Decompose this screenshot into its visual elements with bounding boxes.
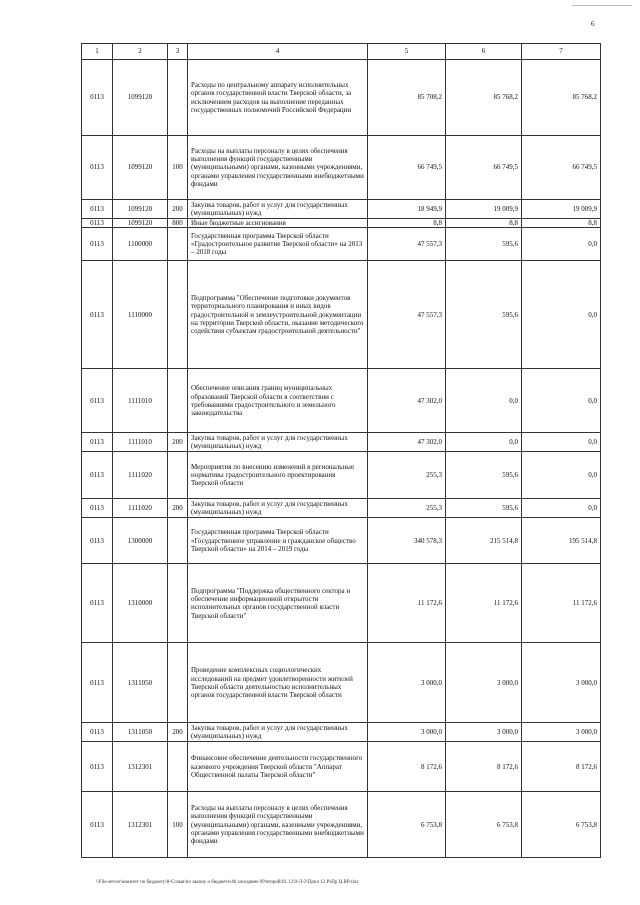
target-code: 1111010 bbox=[113, 433, 168, 452]
expense-type-code bbox=[168, 452, 188, 499]
col-header-2: 2 bbox=[113, 44, 168, 60]
target-code: 1300000 bbox=[113, 518, 168, 564]
table-row bbox=[82, 60, 601, 136]
item-name: Расходы на выплаты персоналу в целях обеспечения выполнения функций государственными (муниципальными) органами, казенными учреждениями, органами управления государственными внебюджетными фондами bbox=[188, 792, 368, 858]
item-name: Расходы на выплаты персоналу в целях обеспечения выполнения функций государственными (муниципальными) органами, казенными учреждениями, органами управления государственными внебюджетными фондами bbox=[188, 136, 368, 200]
target-code: 1310000 bbox=[113, 564, 168, 643]
amount-year-2: 85 768,2 bbox=[446, 60, 522, 136]
section-code: 0113 bbox=[82, 219, 113, 228]
target-code: 1099120 bbox=[113, 219, 168, 228]
section-code: 0113 bbox=[82, 60, 113, 136]
amount-year-1: 8 172,6 bbox=[368, 742, 446, 792]
amount-year-2: 6 753,8 bbox=[446, 792, 522, 858]
expense-type-code: 100 bbox=[168, 136, 188, 200]
amount-year-1: 255,3 bbox=[368, 452, 446, 499]
amount-year-3: 0,0 bbox=[522, 369, 601, 433]
amount-year-2: 595,6 bbox=[446, 228, 522, 261]
amount-year-1: 47 302,0 bbox=[368, 369, 446, 433]
table-row bbox=[82, 518, 601, 564]
table-row bbox=[82, 643, 601, 723]
expense-type-code: 800 bbox=[168, 219, 188, 228]
table-row bbox=[82, 792, 601, 858]
amount-year-1: 3 000,0 bbox=[368, 643, 446, 723]
target-code: 1100000 bbox=[113, 228, 168, 261]
amount-year-1: 340 578,3 bbox=[368, 518, 446, 564]
expense-type-code bbox=[168, 261, 188, 369]
amount-year-2: 11 172,6 bbox=[446, 564, 522, 643]
item-name: Закупка товаров, работ и услуг для государственных (муниципальных) нужд bbox=[188, 200, 368, 219]
table-row bbox=[82, 136, 601, 200]
expense-type-code bbox=[168, 742, 188, 792]
item-name: Государственная программа Тверской области «Государственное управление и гражданское общество Тверской области» на 2014 – 2019 годы bbox=[188, 518, 368, 564]
page-number: 6 bbox=[591, 20, 595, 28]
amount-year-3: 3 000,0 bbox=[522, 643, 601, 723]
item-name: Закупка товаров, работ и услуг для государственных (муниципальных) нужд bbox=[188, 723, 368, 742]
amount-year-3: 0,0 bbox=[522, 452, 601, 499]
expense-type-code bbox=[168, 518, 188, 564]
amount-year-1: 47 302,0 bbox=[368, 433, 446, 452]
amount-year-1: 47 557,3 bbox=[368, 228, 446, 261]
amount-year-2: 595,6 bbox=[446, 499, 522, 518]
section-code: 0113 bbox=[82, 200, 113, 219]
amount-year-2: 215 514,8 bbox=[446, 518, 522, 564]
item-name: Государственная программа Тверской области «Градостроительное развитие Тверской области» на 2013 – 2018 годы bbox=[188, 228, 368, 261]
section-code: 0113 bbox=[82, 564, 113, 643]
budget-table bbox=[81, 43, 601, 858]
target-code: 1311050 bbox=[113, 723, 168, 742]
col-header-5: 5 bbox=[368, 44, 446, 60]
section-code: 0113 bbox=[82, 499, 113, 518]
table-row bbox=[82, 452, 601, 499]
section-code: 0113 bbox=[82, 792, 113, 858]
table-row bbox=[82, 723, 601, 742]
section-code: 0113 bbox=[82, 369, 113, 433]
amount-year-3: 0,0 bbox=[522, 433, 601, 452]
section-code: 0113 bbox=[82, 518, 113, 564]
expense-type-code bbox=[168, 60, 188, 136]
amount-year-1: 85 708,2 bbox=[368, 60, 446, 136]
table-row bbox=[82, 228, 601, 261]
item-name: Подпрограмма "Обеспечение подготовки документов территориального планирования и иных видов градостроительной и землеустроительной документации на территории Тверской области, оказание методического содействия субъектам градостроительной деятельности" bbox=[188, 261, 368, 369]
section-code: 0113 bbox=[82, 433, 113, 452]
amount-year-2: 3 000,0 bbox=[446, 723, 522, 742]
amount-year-1: 255,3 bbox=[368, 499, 446, 518]
amount-year-1: 66 749,5 bbox=[368, 136, 446, 200]
amount-year-2: 3 000,0 bbox=[446, 643, 522, 723]
item-name: Расходы по центральному аппарату исполнительных органов государственной власти Тверской области, за исключением расходов на выполнение переданных государственных полномочий Российской Федерации bbox=[188, 60, 368, 136]
expense-type-code: 200 bbox=[168, 723, 188, 742]
file-path-footer: \\File-server\комитет по бюджету\8-Созыв\по закону о бюджете\46 заседание 09\второй\01.12\9-Л-3\Прил 12 РзПр Ц.ВР.xlsx bbox=[96, 880, 359, 885]
amount-year-2: 0,0 bbox=[446, 433, 522, 452]
expense-type-code: 200 bbox=[168, 200, 188, 219]
expense-type-code bbox=[168, 643, 188, 723]
section-code: 0113 bbox=[82, 261, 113, 369]
amount-year-3: 8 172,6 bbox=[522, 742, 601, 792]
item-name: Обеспечение описания границ муниципальных образований Тверской области в соответствии с требованиями градостроительного и земельного законодательства bbox=[188, 369, 368, 433]
amount-year-2: 595,6 bbox=[446, 452, 522, 499]
amount-year-2: 19 009,9 bbox=[446, 200, 522, 219]
amount-year-3: 0,0 bbox=[522, 261, 601, 369]
section-code: 0113 bbox=[82, 452, 113, 499]
table-row bbox=[82, 261, 601, 369]
section-code: 0113 bbox=[82, 742, 113, 792]
expense-type-code bbox=[168, 228, 188, 261]
amount-year-2: 595,6 bbox=[446, 261, 522, 369]
target-code: 1312301 bbox=[113, 742, 168, 792]
expense-type-code bbox=[168, 564, 188, 643]
amount-year-2: 8 172,6 bbox=[446, 742, 522, 792]
amount-year-1: 47 557,3 bbox=[368, 261, 446, 369]
item-name: Закупка товаров, работ и услуг для государственных (муниципальных) нужд bbox=[188, 433, 368, 452]
amount-year-3: 0,0 bbox=[522, 499, 601, 518]
col-header-7: 7 bbox=[522, 44, 601, 60]
amount-year-1: 11 172,6 bbox=[368, 564, 446, 643]
expense-type-code bbox=[168, 369, 188, 433]
target-code: 1312301 bbox=[113, 792, 168, 858]
item-name: Мероприятия по внесению изменений в региональные нормативы градостроительного проектирования Тверской области bbox=[188, 452, 368, 499]
table-row bbox=[82, 433, 601, 452]
table-row bbox=[82, 742, 601, 792]
item-name: Финансовое обеспечение деятельности государственного казенного учреждения Тверской области "Аппарат Общественной палаты Тверской области" bbox=[188, 742, 368, 792]
amount-year-3: 85 768,2 bbox=[522, 60, 601, 136]
section-code: 0113 bbox=[82, 228, 113, 261]
amount-year-3: 19 009,9 bbox=[522, 200, 601, 219]
target-code: 1311050 bbox=[113, 643, 168, 723]
col-header-1: 1 bbox=[82, 44, 113, 60]
amount-year-3: 3 000,0 bbox=[522, 723, 601, 742]
expense-type-code: 200 bbox=[168, 499, 188, 518]
item-name: Иные бюджетные ассигнования bbox=[188, 219, 368, 228]
item-name: Подпрограмма "Поддержка общественного сектора и обеспечение информационной открытости исполнительных органов государственной власти Тверской области" bbox=[188, 564, 368, 643]
col-header-4: 4 bbox=[188, 44, 368, 60]
item-name: Проведение комплексных социологических исследований на предмет удовлетворенности жителей Тверской области деятельностью исполнительных органов государственной власти Тверской области bbox=[188, 643, 368, 723]
col-header-6: 6 bbox=[446, 44, 522, 60]
section-code: 0113 bbox=[82, 723, 113, 742]
amount-year-3: 6 753,8 bbox=[522, 792, 601, 858]
target-code: 1111020 bbox=[113, 452, 168, 499]
table-row bbox=[82, 219, 601, 228]
table-row bbox=[82, 200, 601, 219]
amount-year-3: 8,8 bbox=[522, 219, 601, 228]
section-code: 0113 bbox=[82, 643, 113, 723]
expense-type-code: 100 bbox=[168, 792, 188, 858]
amount-year-1: 6 753,8 bbox=[368, 792, 446, 858]
amount-year-3: 11 172,6 bbox=[522, 564, 601, 643]
amount-year-1: 8,8 bbox=[368, 219, 446, 228]
table-header-row bbox=[82, 44, 601, 60]
table-row bbox=[82, 369, 601, 433]
amount-year-1: 3 000,0 bbox=[368, 723, 446, 742]
item-name: Закупка товаров, работ и услуг для государственных (муниципальных) нужд bbox=[188, 499, 368, 518]
amount-year-1: 18 949,9 bbox=[368, 200, 446, 219]
table-row bbox=[82, 499, 601, 518]
target-code: 1111010 bbox=[113, 369, 168, 433]
target-code: 1099120 bbox=[113, 136, 168, 200]
expense-type-code: 200 bbox=[168, 433, 188, 452]
section-code: 0113 bbox=[82, 136, 113, 200]
header-rule bbox=[572, 5, 632, 6]
col-header-3: 3 bbox=[168, 44, 188, 60]
target-code: 1110000 bbox=[113, 261, 168, 369]
table-row bbox=[82, 564, 601, 643]
amount-year-2: 66 749,5 bbox=[446, 136, 522, 200]
target-code: 1111020 bbox=[113, 499, 168, 518]
target-code: 1099120 bbox=[113, 60, 168, 136]
amount-year-3: 195 514,8 bbox=[522, 518, 601, 564]
target-code: 1099120 bbox=[113, 200, 168, 219]
amount-year-2: 0,0 bbox=[446, 369, 522, 433]
amount-year-2: 8,8 bbox=[446, 219, 522, 228]
amount-year-3: 66 749,5 bbox=[522, 136, 601, 200]
amount-year-3: 0,0 bbox=[522, 228, 601, 261]
